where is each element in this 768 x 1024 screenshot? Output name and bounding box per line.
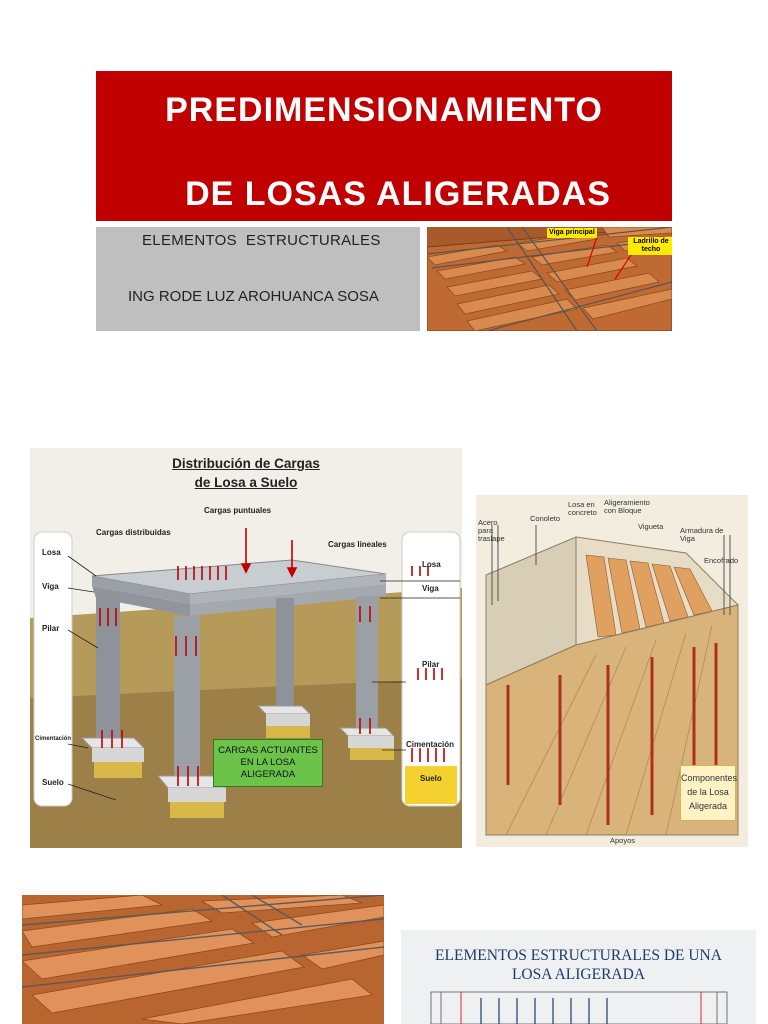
label-cargas-lineales: Cargas lineales xyxy=(328,540,387,549)
label-viga-principal: Viga principal xyxy=(549,229,595,236)
label-cargas-puntuales: Cargas puntuales xyxy=(204,506,272,515)
note-line-3: Aligerada xyxy=(688,801,728,811)
label-pilar-right: Pilar xyxy=(422,660,440,669)
label-suelo-left: Suelo xyxy=(42,778,64,787)
label-vigueta: Vigueta xyxy=(638,522,664,531)
label-encofrado: Encofrado xyxy=(704,556,739,565)
title-line-1: PREDIMENSIONAMIENTO xyxy=(165,91,603,129)
callout-cargas-actuantes xyxy=(213,739,323,787)
title-banner xyxy=(96,71,672,221)
photo-slab-bricks xyxy=(427,227,672,331)
label-cimentacion-left: Cimentación xyxy=(35,736,72,742)
title-line-2: DE LOSAS ALIGERADAS xyxy=(185,175,611,213)
label-apoyos: Apoyos xyxy=(610,836,636,845)
diagram-title-line-2: de Losa a Suelo xyxy=(194,475,298,490)
callout-line-2: EN LA LOSA xyxy=(240,757,296,768)
document-structural-elements xyxy=(401,930,756,1024)
label-conoleto: Conoleto xyxy=(530,514,561,523)
callout-line-1: CARGAS ACTUANTES xyxy=(218,745,318,756)
label-aligeramiento-bloque: Aligeramiento con Bloque xyxy=(604,498,650,515)
label-acero-traslape: Acero para traslape xyxy=(478,518,505,543)
label-ladrillo-techo: Ladrillo de techo xyxy=(628,237,672,255)
diagram-load-distribution xyxy=(30,448,462,848)
label-viga-left: Viga xyxy=(42,582,59,591)
illustration-slab-components xyxy=(476,495,748,847)
label-losa-right: Losa xyxy=(422,560,441,569)
subtitle-box xyxy=(96,227,420,331)
subtitle-author: ING RODE LUZ AROHUANCA SOSA xyxy=(128,288,379,305)
label-cimentacion-right: Cimentación xyxy=(406,740,455,749)
label-suelo-right: Suelo xyxy=(420,774,442,783)
label-armadura-viga: Armadura de Viga xyxy=(680,526,724,543)
diagram-title-line-1: Distribución de Cargas xyxy=(172,456,320,471)
label-losa-left: Losa xyxy=(42,548,61,557)
note-line-1: Componentes xyxy=(681,773,738,783)
document-title-line-2: LOSA ALIGERADA xyxy=(511,966,646,983)
label-viga-right: Viga xyxy=(422,584,439,593)
note-line-2: de la Losa xyxy=(687,787,729,797)
label-cargas-distribuidas: Cargas distribuidas xyxy=(96,528,171,537)
subtitle-topic: ELEMENTOS ESTRUCTURALES xyxy=(142,232,381,249)
photo-brick-slab-closeup-image xyxy=(22,895,384,1024)
label-pilar-left: Pilar xyxy=(42,624,60,633)
diagram-title xyxy=(30,454,462,492)
photo-brick-slab-closeup xyxy=(22,895,384,1024)
label-losa-concreto: Losa en concreto xyxy=(568,500,597,517)
document-title-line-1: ELEMENTOS ESTRUCTURALES DE UNA xyxy=(435,947,722,964)
callout-line-3: ALIGERADA xyxy=(240,769,296,780)
note-componentes xyxy=(680,765,736,821)
document-drawing xyxy=(401,930,756,1024)
